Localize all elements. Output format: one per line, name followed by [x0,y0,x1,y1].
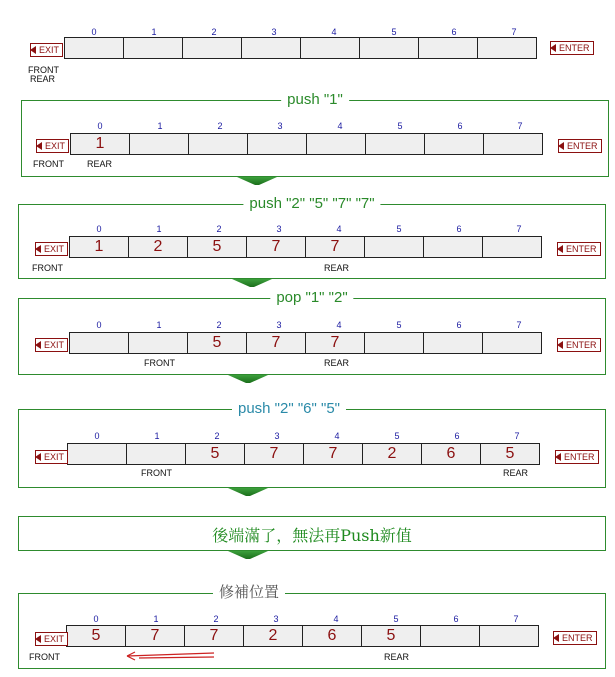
queue-cell [360,37,419,59]
index-2: 2 [214,431,220,441]
index-0: 0 [94,431,100,441]
index-5: 5 [391,27,397,37]
queue-cells [64,37,537,59]
index-5: 5 [397,121,403,131]
message-panel [18,516,606,551]
queue-cell [124,37,183,59]
queue-cell [483,332,542,354]
down-arrow-icon [237,177,277,185]
rear-label: REAR [324,263,350,273]
index-4: 4 [336,224,342,234]
index-6: 6 [457,121,463,131]
index-6: 6 [451,27,457,37]
index-2: 2 [216,224,222,234]
queue-cell: 7 [245,443,304,465]
index-7: 7 [516,224,522,234]
index-3: 3 [273,614,279,624]
rear-label: REAR [30,74,56,84]
queue-cell [478,37,537,59]
queue-cell: 7 [304,443,363,465]
enter-tag: ENTER [557,242,601,256]
queue-cell: 5 [188,332,247,354]
queue-cell [248,133,307,155]
queue-cell: 1 [71,133,130,155]
index-6: 6 [456,224,462,234]
queue-cell [68,443,127,465]
queue-cell: 5 [481,443,540,465]
index-4: 4 [337,121,343,131]
index-1: 1 [156,224,162,234]
exit-tag: EXIT [35,242,68,256]
enter-tag: ENTER [555,450,599,464]
queue-cell: 5 [362,625,421,647]
queue-cells [69,332,542,354]
index-2: 2 [216,320,222,330]
queue-cell [130,133,189,155]
queue-cells [67,443,540,465]
queue-cell [424,236,483,258]
queue-cell: 5 [188,236,247,258]
queue-cell [127,443,186,465]
index-1: 1 [156,320,162,330]
front-label: FRONT [29,652,60,662]
index-3: 3 [276,320,282,330]
down-arrow-icon [228,375,268,383]
queue-cell: 1 [70,236,129,258]
index-0: 0 [96,320,102,330]
index-7: 7 [513,614,519,624]
panel-title: 修補位置 [213,583,285,603]
rear-label: REAR [503,468,529,478]
panel-fix-position [18,584,606,669]
queue-cell [366,133,425,155]
queue-cell [421,625,480,647]
index-5: 5 [396,224,402,234]
index-5: 5 [396,320,402,330]
exit-tag: EXIT [30,43,63,57]
front-label: FRONT [141,468,172,478]
down-arrow-icon [228,488,268,496]
queue-cells [69,236,542,258]
panel-push-265 [18,400,606,488]
panel-title: pop "1" "2" [270,288,353,308]
exit-tag: EXIT [35,450,68,464]
index-2: 2 [211,27,217,37]
queue-cell: 2 [244,625,303,647]
queue-cell [365,332,424,354]
index-row [69,320,549,330]
index-6: 6 [456,320,462,330]
index-3: 3 [274,431,280,441]
queue-cell: 2 [129,236,188,258]
index-4: 4 [334,431,340,441]
panel-title: push "2" "5" "7" "7" [243,194,380,214]
index-4: 4 [336,320,342,330]
queue-cell: 7 [306,236,365,258]
index-3: 3 [277,121,283,131]
queue-cell [65,37,124,59]
index-7: 7 [514,431,520,441]
panel-title: push "2" "6" "5" [232,399,346,419]
panel-pop-12 [18,289,606,375]
index-7: 7 [516,320,522,330]
index-2: 2 [213,614,219,624]
front-label: FRONT [144,358,175,368]
index-1: 1 [151,27,157,37]
panel-title: push "1" [281,90,349,110]
index-row [66,614,546,624]
index-1: 1 [154,431,160,441]
index-6: 6 [453,614,459,624]
queue-cell [483,236,542,258]
index-row [67,431,547,441]
exit-tag: EXIT [35,338,68,352]
panel-push-2577 [18,195,606,279]
rear-label: REAR [324,358,350,368]
queue-cell [365,236,424,258]
queue-cell [70,332,129,354]
panel-push-1 [21,91,609,177]
index-0: 0 [96,224,102,234]
front-label: FRONT [33,159,64,169]
enter-tag: ENTER [558,139,602,153]
index-7: 7 [517,121,523,131]
shift-left-arrow-icon [119,648,219,662]
queue-cell [301,37,360,59]
index-row [64,27,544,37]
queue-cell [307,133,366,155]
front-label: FRONT [28,65,59,75]
queue-cell [480,625,539,647]
queue-cell: 6 [303,625,362,647]
queue-cell [183,37,242,59]
index-row [70,121,550,131]
queue-cell [419,37,478,59]
rear-label: REAR [384,652,410,662]
down-arrow-icon [228,551,268,559]
down-arrow-icon [232,279,272,287]
index-7: 7 [511,27,517,37]
exit-tag: EXIT [35,632,68,646]
queue-cell [484,133,543,155]
index-6: 6 [454,431,460,441]
index-5: 5 [393,614,399,624]
index-1: 1 [157,121,163,131]
enter-tag: ENTER [550,41,594,55]
queue-cell: 7 [185,625,244,647]
index-3: 3 [276,224,282,234]
front-label: FRONT [32,263,63,273]
index-1: 1 [153,614,159,624]
queue-cell: 5 [67,625,126,647]
index-4: 4 [331,27,337,37]
queue-cell [242,37,301,59]
rear-label: REAR [87,159,113,169]
exit-tag: EXIT [36,139,69,153]
queue-cell [129,332,188,354]
queue-cell: 7 [247,332,306,354]
queue-cell [189,133,248,155]
queue-cell: 6 [422,443,481,465]
index-0: 0 [91,27,97,37]
queue-cell: 2 [363,443,422,465]
full-message: 後端滿了，無法再Push新值 [212,526,412,545]
queue-cells [66,625,539,647]
index-4: 4 [333,614,339,624]
queue-cell: 7 [247,236,306,258]
queue-cell: 5 [186,443,245,465]
index-0: 0 [97,121,103,131]
index-3: 3 [271,27,277,37]
index-5: 5 [394,431,400,441]
queue-cells [70,133,543,155]
queue-cell: 7 [126,625,185,647]
queue-cell [424,332,483,354]
index-row [69,224,549,234]
index-2: 2 [217,121,223,131]
queue-cell: 7 [306,332,365,354]
enter-tag: ENTER [553,631,597,645]
queue-cell [425,133,484,155]
enter-tag: ENTER [557,338,601,352]
index-0: 0 [93,614,99,624]
